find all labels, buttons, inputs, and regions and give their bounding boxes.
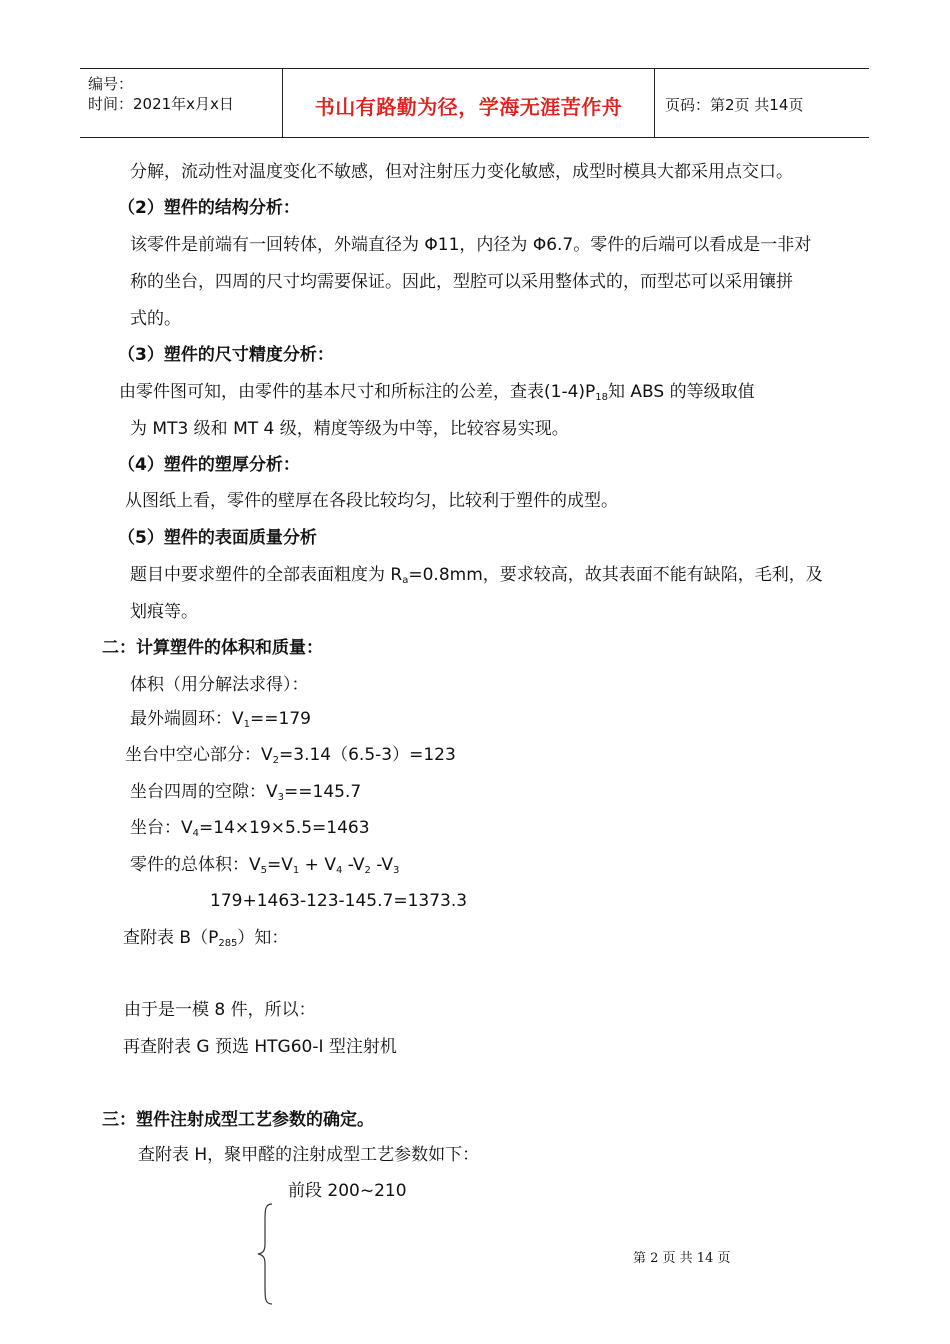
paragraph-line: 再查附表 G 预选 HTG60-I 型注射机 — [123, 1037, 397, 1057]
subscript: 5 — [260, 865, 268, 876]
subscript: 18 — [595, 392, 609, 403]
subscript: 1 — [292, 865, 300, 876]
subscript: 2 — [272, 755, 280, 766]
text-span: -V — [370, 855, 394, 875]
subscript: 3 — [277, 792, 285, 803]
subscript: 4 — [335, 865, 343, 876]
text-span: ）知： — [237, 928, 289, 948]
section-heading-structure: （2）塑件的结构分析： — [118, 198, 300, 218]
formula-line — [125, 744, 456, 772]
header-meta-cell — [80, 69, 283, 137]
text-span: 最外端圆环：V — [130, 709, 244, 729]
page-footer: 第 2 页 共 14 页 — [633, 1251, 731, 1266]
time-label: 时间：2021年x月x日 — [88, 95, 234, 113]
section-heading-thickness: （4）塑件的塑厚分析： — [118, 455, 300, 475]
subscript: 4 — [192, 828, 200, 839]
text-span: 坐台四周的空隙：V — [130, 782, 278, 802]
parameter-line: 前段 200~210 — [288, 1181, 407, 1201]
text-span: 查附表 B（P — [123, 928, 219, 948]
formula-line — [130, 817, 370, 845]
section-heading-surface: （5）塑件的表面质量分析 — [118, 528, 317, 548]
text-span: =0.8mm，要求较高，故其表面不能有缺陷，毛利，及 — [408, 565, 823, 585]
text-span: 题目中要求塑件的全部表面粗度为 R — [130, 565, 403, 585]
paragraph-line: 为 MT3 级和 MT 4 级，精度等级为中等，比较容易实现。 — [130, 419, 569, 439]
formula-line: 179+1463-123-145.7=1373.3 — [210, 891, 468, 911]
serial-label: 编号： — [88, 75, 134, 93]
header-motto: 书山有路勤为径，学海无涯苦作舟 — [314, 95, 623, 119]
header-page-cell — [655, 69, 869, 137]
paragraph-line — [119, 381, 755, 409]
text-span: =14×19×5.5=1463 — [199, 818, 370, 838]
paragraph-line: 由于是一模 8 件，所以： — [124, 1000, 316, 1020]
text-span: 坐台中空心部分：V — [125, 745, 273, 765]
formula-line — [130, 781, 361, 809]
page-header — [80, 68, 869, 138]
text-span: =V — [267, 855, 293, 875]
text-span: 零件的总体积：V — [130, 855, 261, 875]
paragraph-line: 分解，流动性对温度变化不敏感，但对注射压力变化敏感，成型时模具大都采用点交口。 — [130, 162, 793, 182]
formula-line — [130, 854, 399, 882]
paragraph-line: 该零件是前端有一回转体，外端直径为 Φ11，内径为 Φ6.7。零件的后端可以看成是一非对 — [130, 235, 812, 255]
subscript: 1 — [243, 719, 251, 730]
text-span: 由零件图可知，由零件的基本尺寸和所标注的公差，查表(1-4)P — [119, 382, 596, 402]
text-span: ==145.7 — [284, 782, 362, 802]
section-heading-precision: （3）塑件的尺寸精度分析： — [118, 345, 334, 365]
formula-line — [130, 708, 311, 736]
paragraph-line: 从图纸上看，零件的壁厚在各段比较均匀，比较利于塑件的成型。 — [125, 491, 618, 511]
section-heading-process: 三：塑件注射成型工艺参数的确定。 — [102, 1110, 374, 1130]
section-heading-volume: 二：计算塑件的体积和质量： — [102, 638, 323, 658]
subscript: a — [402, 575, 409, 586]
header-motto-cell — [283, 69, 655, 137]
paragraph-line — [130, 564, 823, 592]
subscript: 285 — [218, 938, 238, 949]
paragraph-line: 查附表 H，聚甲醛的注射成型工艺参数如下： — [138, 1145, 480, 1165]
left-brace-icon — [256, 1202, 276, 1306]
paragraph-line: 划痕等。 — [130, 602, 198, 622]
text-span: 坐台：V — [130, 818, 193, 838]
header-page-info: 页码：第2页 共14页 — [665, 96, 804, 114]
text-span: =3.14（6.5-3）=123 — [279, 745, 456, 765]
text-span: ==179 — [250, 709, 311, 729]
subscript: 3 — [393, 865, 400, 876]
text-span: -V — [342, 855, 365, 875]
paragraph-line: 体积（用分解法求得）： — [130, 675, 309, 695]
paragraph-line: 式的。 — [130, 309, 181, 329]
paragraph-line — [123, 927, 288, 955]
subscript: 2 — [364, 865, 371, 876]
text-span: + V — [299, 855, 336, 875]
text-span: 知 ABS 的等级取值 — [608, 382, 755, 402]
paragraph-line: 称的坐台，四周的尺寸均需要保证。因此，型腔可以采用整体式的，而型芯可以采用镶拼 — [130, 272, 793, 292]
